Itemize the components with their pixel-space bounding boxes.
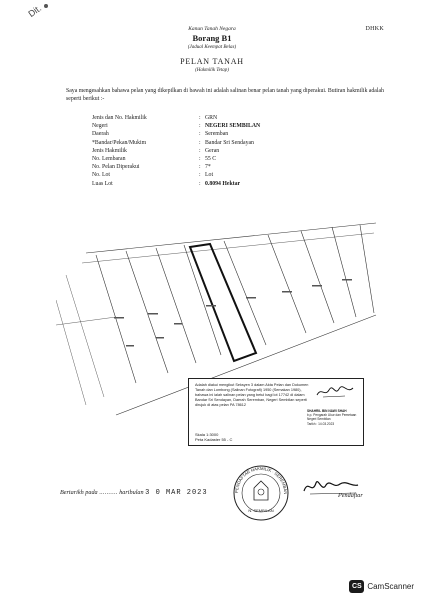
field-value: GRN: [205, 115, 218, 121]
dimension-mark: [174, 323, 182, 325]
dimension-mark: [246, 297, 256, 299]
field-colon: :: [199, 172, 201, 179]
dimension-mark: [282, 291, 292, 293]
field-row: [92, 155, 392, 163]
dimension-mark: [342, 279, 352, 281]
dated-day-label: haribulan: [119, 489, 144, 496]
field-row: [92, 130, 392, 138]
lot-line: [332, 227, 356, 317]
dimension-mark: [148, 313, 158, 315]
field-colon: :: [199, 147, 201, 154]
form-schedule: (Jadual Keempat Belas): [187, 45, 237, 50]
dimension-mark: [114, 317, 124, 319]
document-subtitle: (Hakmilik Tetap): [195, 68, 229, 73]
kanun-label: Kanun Tanah Negara: [188, 26, 236, 32]
highlighted-lot: [190, 244, 256, 361]
field-label: No. Lembaran: [92, 156, 126, 163]
officer-name: SHAHRIL BIN NAWI SHAH: [307, 409, 347, 413]
field-value: 7*: [205, 164, 211, 171]
lot-line: [56, 317, 116, 325]
officer-signature-icon: [315, 385, 355, 399]
boundary-line: [82, 233, 374, 263]
field-value: Lot: [205, 172, 214, 179]
camscanner-watermark: [349, 580, 414, 593]
field-value: 0.8094 Hektar: [205, 180, 241, 187]
lot-line: [156, 248, 196, 363]
field-row: [92, 180, 392, 188]
boundary-line: [86, 223, 376, 253]
officer-date: Tarikh : 14.03.2023: [307, 421, 335, 426]
field-label: No. Pelan Diperakui: [92, 164, 140, 171]
field-label: No. Lot: [92, 172, 111, 179]
field-row: [92, 114, 392, 122]
dated-dots: ..........: [99, 489, 118, 496]
registrar-label: Pendaftar: [338, 492, 363, 499]
field-label: Jenis dan No. Hakmilik: [92, 115, 147, 121]
field-colon: :: [199, 164, 201, 171]
field-colon: :: [199, 180, 201, 187]
lot-line: [360, 225, 374, 313]
field-label: Jenis Hakmilik: [92, 147, 127, 154]
field-label: *Bandar/Pekan/Mukim: [92, 139, 147, 146]
field-row: [92, 122, 392, 130]
certification-statement: Saya mengesahkan bahawa pelan yang dikepilkan di bawah ini adalah salinan benar pelan tanah yang diperakui. Butiran hakmilik adalah seperti berikut :-: [66, 88, 384, 102]
seal-state-text: N. SEMBILAN: [248, 508, 274, 513]
field-row: [92, 147, 392, 155]
stamp-scale-info: [195, 432, 232, 442]
field-colon: :: [199, 156, 201, 163]
field-value: 55 C: [205, 156, 217, 163]
camscanner-logo-icon: CS: [349, 580, 364, 593]
dimension-mark: [206, 305, 216, 307]
stamp-certificate-text: Adalah diakui mengikut Seksyen 3 dalam Akta Pelan dan Dokumen Tanah dan Lombong (Salinan Fotografi) 1950 (Semakan 1980), bahawa ini ialah salinan pelan yang betul bagi lot 17742 di dalam Bandar Sri Sendayan, Daerah Seremban, Negeri Sembilan seperti dirujuk di atas pelan PA 78612: [195, 383, 309, 407]
scale-label: Skala 1:3000: [195, 432, 219, 437]
field-label: Luas Lot: [92, 180, 113, 187]
lot-line: [126, 251, 168, 373]
dated-line: [60, 489, 208, 497]
seal-ring-text: PENDAFTAR HAKMILIK · SEREMBAN: [233, 465, 289, 495]
certification-stamp: [188, 378, 364, 446]
lot-line: [301, 231, 334, 323]
field-label: Daerah: [92, 131, 109, 138]
title-details: [92, 114, 392, 188]
sheet-label: Peta Kadaster 55 - C: [195, 437, 233, 442]
field-value: Bandar Sri Sendayan: [205, 139, 254, 146]
corner-dot: [44, 4, 48, 8]
field-value: NEGERI SEMBILAN: [205, 123, 261, 130]
registrar-seal-icon: [232, 464, 290, 522]
dimension-mark: [126, 345, 134, 347]
field-row: [92, 163, 392, 171]
field-value: Seremban: [205, 131, 229, 138]
officer-title: b.p. Pengarah Ukur dan Pemetaan Negeri Sembilan: [307, 413, 357, 422]
field-colon: :: [199, 131, 201, 138]
lot-line: [66, 275, 104, 397]
field-row: [92, 171, 392, 179]
lot-line: [268, 235, 306, 333]
officer-block: [307, 409, 362, 426]
corner-handwritten-mark: Dit.: [26, 3, 44, 19]
camscanner-label: CamScanner: [367, 582, 414, 591]
form-code: DHKK: [365, 26, 384, 32]
dimension-mark: [312, 285, 322, 287]
field-label: Negeri: [92, 123, 108, 130]
dated-date-stamp: 3 0 MAR 2023: [145, 489, 208, 497]
lot-line: [184, 245, 221, 355]
field-colon: :: [199, 123, 201, 130]
field-colon: :: [199, 139, 201, 146]
field-value: Geran: [205, 147, 220, 154]
field-colon: :: [199, 115, 201, 121]
dated-prefix: Bertarikh pada: [60, 489, 98, 496]
document-title: PELAN TANAH: [180, 57, 244, 66]
lot-line: [56, 300, 86, 405]
field-row: [92, 139, 392, 147]
dimension-mark: [156, 337, 164, 339]
form-name: Borang B1: [192, 33, 232, 43]
